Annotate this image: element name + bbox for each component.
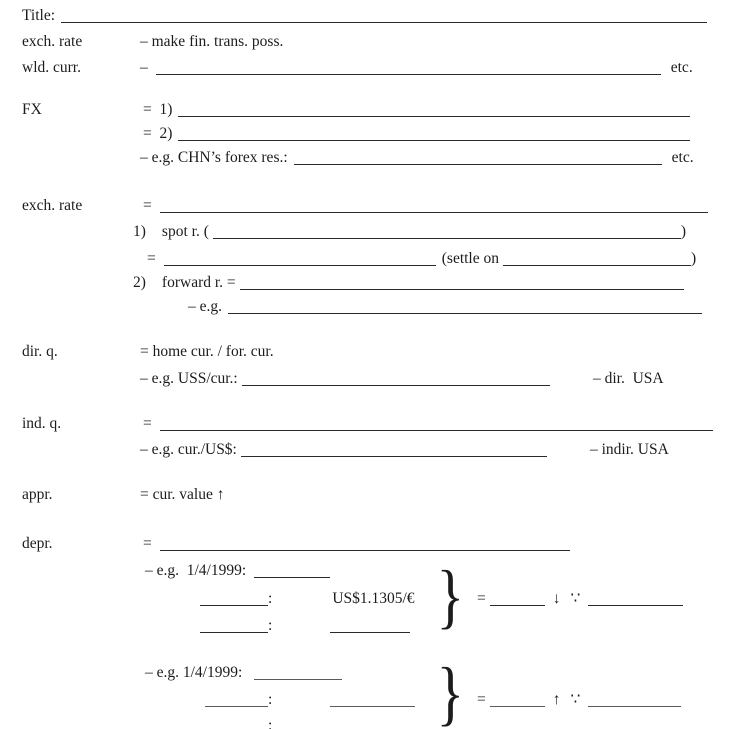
forward-eg-row	[188, 297, 702, 316]
eg2-result-blank-1	[490, 692, 545, 707]
forward-rate-row	[133, 273, 684, 292]
appr-def: = cur. value ↑	[140, 486, 225, 503]
eg2-row3-blank-1	[205, 718, 268, 729]
up-arrow-icon: ↑	[552, 691, 561, 708]
colon: :	[268, 691, 273, 708]
exch-rate-1-text: – make fin. trans. poss.	[140, 33, 284, 50]
fx-eg-row	[140, 148, 694, 167]
settle-blank-2	[503, 251, 691, 266]
exch-rate-2-def-row	[143, 196, 708, 215]
close-paren: )	[680, 223, 687, 240]
eg2-row2-blank-1	[205, 692, 268, 707]
ind-q-eg-label: – e.g. cur./US$:	[140, 441, 237, 458]
because-icon: ∵	[570, 590, 581, 607]
settle-blank-1	[164, 251, 436, 266]
title-label: Title:	[22, 7, 56, 24]
equals-sign: =	[147, 250, 156, 267]
forward-rate-label: forward r. =	[161, 274, 236, 291]
fx-line-2	[143, 124, 690, 143]
term-appr: appr.	[22, 486, 53, 503]
right-brace-icon: }	[436, 556, 465, 636]
term-exch-rate-1: exch. rate	[22, 33, 83, 50]
fx-line-1	[143, 100, 690, 119]
depr-eg1-row3	[200, 616, 410, 635]
eg2-date-blank	[254, 665, 342, 680]
item-number: 1)	[133, 223, 146, 240]
forward-rate-blank	[240, 275, 684, 290]
colon: :	[268, 617, 273, 634]
eg1-result-blank-1	[490, 591, 545, 606]
ind-q-blank	[160, 416, 713, 431]
eg1-row3-blank-1	[200, 618, 268, 633]
title-blank	[61, 8, 707, 23]
eg2-row3-blank-2	[330, 718, 415, 729]
colon: :	[268, 590, 273, 607]
eg1-rate-value: US$1.1305/€	[332, 590, 415, 607]
etc-label: etc.	[671, 149, 694, 166]
equals-sign: =	[477, 691, 486, 708]
eg1-label: – e.g. 1/4/1999:	[145, 562, 247, 579]
item-number: 2)	[133, 274, 146, 291]
ind-q-eg-row	[140, 440, 547, 459]
colon: :	[268, 717, 273, 729]
depr-blank	[160, 536, 570, 551]
depr-def-row	[143, 534, 570, 553]
term-ind-q: ind. q.	[22, 415, 62, 432]
fx-blank-1	[178, 102, 690, 117]
close-paren: )	[691, 250, 697, 267]
fx-eg-label: – e.g. CHN’s forex res.:	[140, 149, 288, 166]
etc-label: etc.	[670, 59, 693, 76]
depr-eg2-row3	[205, 716, 415, 729]
wld-curr-blank	[156, 60, 661, 75]
term-fx: FX	[22, 101, 42, 118]
dash: –	[140, 59, 148, 76]
title-row	[22, 6, 707, 25]
depr-eg1-row2	[200, 589, 415, 608]
spot-rate-blank	[213, 224, 681, 239]
depr-eg1-row1	[145, 561, 330, 580]
equals-sign: =	[143, 197, 152, 214]
eg-label: – e.g.	[188, 298, 223, 315]
equals-sign: =	[143, 415, 152, 432]
settle-row	[147, 249, 696, 268]
term-wld-curr: wld. curr.	[22, 59, 81, 76]
depr-eg2-row1	[145, 663, 342, 682]
fx-eg-blank	[294, 150, 662, 165]
ind-q-note: – indir. USA	[590, 441, 669, 458]
term-depr: depr.	[22, 535, 53, 552]
dir-q-eg-row	[140, 369, 550, 388]
dir-q-def: = home cur. / for. cur.	[140, 343, 274, 360]
fx-line-2-prefix: = 2)	[143, 125, 173, 142]
depr-eg1-result-row	[477, 589, 683, 608]
eg2-row2-blank-2	[330, 692, 415, 707]
spot-rate-row	[133, 222, 686, 241]
ind-q-eg-blank	[241, 442, 547, 457]
dir-q-eg-blank	[242, 371, 550, 386]
dir-q-note: – dir. USA	[593, 370, 664, 387]
fx-line-1-prefix: = 1)	[143, 101, 173, 118]
ind-q-def-row	[143, 414, 713, 433]
settle-on-label: (settle on	[441, 250, 499, 267]
eg1-date-blank	[254, 563, 330, 578]
down-arrow-icon: ↓	[552, 590, 561, 607]
dir-q-eg-label: – e.g. USS/cur.:	[140, 370, 238, 387]
fx-blank-2	[178, 126, 690, 141]
term-dir-q: dir. q.	[22, 343, 58, 360]
spot-rate-label: spot r. (	[161, 223, 209, 240]
right-brace-icon: }	[436, 653, 465, 729]
term-exch-rate-2: exch. rate	[22, 197, 83, 214]
wld-curr-row	[140, 58, 693, 77]
eg2-result-blank-2	[588, 692, 681, 707]
eg1-row3-blank-2	[330, 618, 410, 633]
equals-sign: =	[143, 535, 152, 552]
depr-eg2-result-row	[477, 690, 681, 709]
depr-eg2-row2	[205, 690, 415, 709]
equals-sign: =	[477, 590, 486, 607]
eg1-row2-blank	[200, 591, 268, 606]
eg2-label: – e.g. 1/4/1999:	[145, 664, 243, 681]
eg1-result-blank-2	[588, 591, 683, 606]
exch-rate-2-blank	[160, 198, 708, 213]
forward-eg-blank	[228, 299, 702, 314]
because-icon: ∵	[570, 691, 581, 708]
